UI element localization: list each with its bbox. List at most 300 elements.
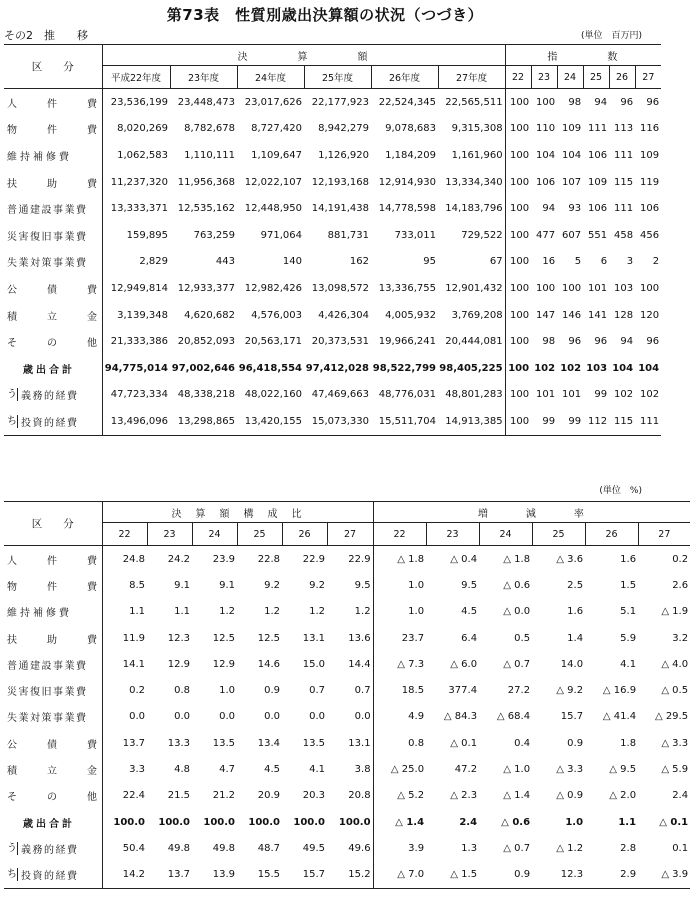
value-cell: 551 xyxy=(587,229,608,241)
value-cell: 11,237,320 xyxy=(110,176,168,188)
year-header: 25年度 xyxy=(304,66,371,89)
header-category: 区 分 xyxy=(4,502,102,546)
value-cell: △ 41.4 xyxy=(602,711,637,723)
value-cell: 98,522,799 xyxy=(372,362,436,374)
value-cell: △ 0.5 xyxy=(661,685,689,697)
value-cell: 103 xyxy=(586,362,608,374)
value-cell: 733,011 xyxy=(394,229,436,241)
value-cell: 456 xyxy=(640,229,660,241)
value-cell: 23,017,626 xyxy=(244,96,302,108)
value-cell: △ 68.4 xyxy=(496,711,531,723)
value-cell: 120 xyxy=(640,309,660,321)
header-change-rate: 増 減 率 xyxy=(373,502,690,523)
value-cell: 99 xyxy=(531,408,557,435)
value-cell: 0.8 xyxy=(174,685,190,697)
table-row xyxy=(4,809,690,835)
value-cell: △ 1.8 xyxy=(397,553,425,565)
value-cell: 109 xyxy=(587,176,608,188)
value-cell: 100.0 xyxy=(113,816,145,828)
value-cell: 102 xyxy=(613,389,634,401)
value-cell: △ 25.0 xyxy=(390,764,425,776)
row-label xyxy=(4,408,102,435)
row-label xyxy=(4,756,102,782)
value-cell: 20,563,171 xyxy=(244,336,302,348)
value-cell: 4.7 xyxy=(219,764,235,776)
value-cell: 111 xyxy=(587,123,608,135)
value-cell: △ 1.9 xyxy=(661,606,689,618)
value-cell: 49.5 xyxy=(302,842,325,854)
table-row xyxy=(4,835,690,861)
value-cell: 763,259 xyxy=(193,229,235,241)
row-label xyxy=(4,572,102,598)
value-cell: 4,620,682 xyxy=(184,309,235,321)
year-header: 26 xyxy=(585,523,638,546)
value-cell: 0.0 xyxy=(219,711,235,723)
value-cell: 443 xyxy=(215,256,235,268)
row-label-text: 公 債 費 xyxy=(7,739,97,751)
value-cell: 2.5 xyxy=(567,579,584,591)
value-cell: 477 xyxy=(535,229,556,241)
year-header: 25 xyxy=(583,66,609,89)
settlement-amount-table xyxy=(4,44,661,436)
value-cell: 12,193,168 xyxy=(311,176,369,188)
value-cell: 0.9 xyxy=(567,737,584,749)
value-cell: 2.4 xyxy=(672,790,689,802)
value-cell: 100.0 xyxy=(327,809,373,835)
year-header: 24 xyxy=(479,523,532,546)
year-header: 27 xyxy=(638,523,690,546)
value-cell: 101 xyxy=(535,389,556,401)
row-label-text: 歳出合計 xyxy=(23,364,75,376)
value-cell: 15,511,704 xyxy=(371,408,438,435)
value-cell: 47.2 xyxy=(454,764,478,776)
value-cell: 23,536,199 xyxy=(110,96,168,108)
value-cell: 9.5 xyxy=(461,579,478,591)
row-label-text: そ の 他 xyxy=(7,338,97,350)
value-cell: △ 1.8 xyxy=(503,553,531,565)
value-cell: 1.1 xyxy=(129,606,145,618)
value-cell: 0.0 xyxy=(264,711,280,723)
value-cell: 48,776,031 xyxy=(378,389,436,401)
table-row xyxy=(4,730,690,756)
value-cell: 5.1 xyxy=(620,606,637,618)
value-cell: 3.9 xyxy=(408,842,425,854)
row-label xyxy=(4,142,102,169)
value-cell: 111 xyxy=(635,408,661,435)
value-cell: △ 0.1 xyxy=(450,737,478,749)
year-header: 22 xyxy=(102,523,147,546)
row-label-text: 災害復旧事業費 xyxy=(7,687,88,699)
value-cell: 4.1 xyxy=(620,658,637,670)
value-cell: △ 16.9 xyxy=(602,685,637,697)
value-cell: 971,064 xyxy=(260,229,302,241)
value-cell: 20,852,093 xyxy=(177,336,235,348)
table-row xyxy=(4,408,661,435)
value-cell: 47,723,334 xyxy=(110,389,168,401)
value-cell: 100 xyxy=(535,282,556,294)
value-cell: 12.9 xyxy=(212,658,235,670)
value-cell: 13,098,572 xyxy=(311,282,369,294)
value-cell: 147 xyxy=(535,309,556,321)
value-cell: 4,005,932 xyxy=(385,309,436,321)
value-cell: 93 xyxy=(568,203,582,215)
value-cell: 1.2 xyxy=(327,599,373,625)
value-cell: 4,576,003 xyxy=(251,309,302,321)
value-cell: 12,933,377 xyxy=(177,282,235,294)
value-cell: 1.6 xyxy=(620,553,637,565)
value-cell: 1,161,960 xyxy=(438,142,505,169)
value-cell: 99 xyxy=(557,408,583,435)
value-cell: 6 xyxy=(600,256,608,268)
value-cell: 14.1 xyxy=(122,658,145,670)
value-cell: 23,448,473 xyxy=(177,96,235,108)
value-cell: 3,769,208 xyxy=(438,302,505,329)
value-cell: 2.4 xyxy=(459,816,478,828)
value-cell: 15.0 xyxy=(302,658,325,670)
value-cell: 115 xyxy=(613,176,634,188)
value-cell: 106 xyxy=(587,203,608,215)
value-cell: 4.5 xyxy=(264,764,280,776)
value-cell: 9,315,308 xyxy=(438,116,505,143)
row-label-text: 扶 助 費 xyxy=(7,634,97,646)
row-label xyxy=(4,783,102,809)
value-cell: 102 xyxy=(560,362,582,374)
value-cell: 5.9 xyxy=(620,632,637,644)
row-label-text: そ の 他 xyxy=(7,792,97,804)
row-label xyxy=(4,195,102,222)
value-cell: 13.7 xyxy=(122,737,145,749)
value-cell: 9,078,683 xyxy=(385,123,436,135)
table-row xyxy=(4,382,661,409)
value-cell: 12.3 xyxy=(532,862,585,889)
row-label-text: 普通建設事業費 xyxy=(7,205,88,217)
value-cell: 12.3 xyxy=(167,632,190,644)
value-cell: 16 xyxy=(542,256,556,268)
value-cell: 146 xyxy=(561,309,582,321)
value-cell: 13.5 xyxy=(302,737,325,749)
row-label-text: 物 件 費 xyxy=(7,581,97,593)
value-cell: △ 7.0 xyxy=(373,862,426,889)
table-row xyxy=(4,249,661,276)
value-cell: △ 5.9 xyxy=(661,764,689,776)
value-cell: 20,444,081 xyxy=(438,328,505,355)
value-cell: △ 1.4 xyxy=(395,816,425,828)
value-cell: 49.6 xyxy=(327,835,373,861)
value-cell: 8.5 xyxy=(129,579,145,591)
value-cell: 100.0 xyxy=(203,816,235,828)
value-cell: 48,022,160 xyxy=(244,389,302,401)
page-title: 第73表 性質別歳出決算額の状況（つづき） xyxy=(166,6,484,24)
value-cell: 9.1 xyxy=(219,579,235,591)
value-cell: 95 xyxy=(423,256,436,268)
value-cell: 101 xyxy=(561,389,582,401)
section-subtitle: その2 推 移 xyxy=(4,29,88,42)
value-cell: 22,177,923 xyxy=(311,96,369,108)
value-cell: 23.9 xyxy=(212,553,235,565)
value-cell: 14,183,796 xyxy=(438,195,505,222)
value-cell: 0.0 xyxy=(129,711,145,723)
value-cell: 458 xyxy=(613,229,634,241)
value-cell: 1.0 xyxy=(408,579,425,591)
value-cell: △ 0.1 xyxy=(659,816,689,828)
value-cell: 13.9 xyxy=(192,862,237,889)
value-cell: 20.9 xyxy=(257,790,280,802)
value-cell: 13.6 xyxy=(327,625,373,651)
value-cell: 128 xyxy=(613,309,634,321)
table-row xyxy=(4,328,661,355)
value-cell: △ 0.7 xyxy=(503,658,531,670)
value-cell: 97,412,028 xyxy=(305,362,369,374)
value-cell: 1.2 xyxy=(309,606,325,618)
row-label-text: 災害復旧事業費 xyxy=(7,231,88,243)
header-composition-ratio: 決 算 額 構 成 比 xyxy=(102,502,373,523)
value-cell: 13,298,865 xyxy=(170,408,237,435)
value-cell: 101 xyxy=(587,282,608,294)
value-cell: 12.9 xyxy=(167,658,190,670)
value-cell: △ 0.0 xyxy=(503,606,531,618)
value-cell: 100 xyxy=(509,389,530,401)
value-cell: 107 xyxy=(561,176,582,188)
row-label-text: 物 件 費 xyxy=(7,125,97,137)
row-label xyxy=(4,862,102,889)
value-cell: 111 xyxy=(613,149,634,161)
value-cell: 12,901,432 xyxy=(438,275,505,302)
value-cell: 12,982,426 xyxy=(244,282,302,294)
value-cell: 49.8 xyxy=(212,842,235,854)
value-cell: 22,524,345 xyxy=(378,96,436,108)
value-cell: 4.8 xyxy=(174,764,190,776)
row-label-text: 義務的経費 xyxy=(21,844,79,856)
table-row xyxy=(4,625,690,651)
value-cell: 15.7 xyxy=(560,711,584,723)
value-cell: 100.0 xyxy=(248,816,280,828)
value-cell: 1,109,647 xyxy=(251,149,302,161)
value-cell: 67 xyxy=(438,249,505,276)
value-cell: △ 5.2 xyxy=(397,790,425,802)
table-row xyxy=(4,599,690,625)
value-cell: 3,139,348 xyxy=(117,309,168,321)
value-cell: 4.5 xyxy=(461,606,478,618)
value-cell: 109 xyxy=(561,123,582,135)
value-cell: 2 xyxy=(652,256,660,268)
row-label-text: 人 件 費 xyxy=(7,555,97,567)
table-row xyxy=(4,195,661,222)
value-cell: 106 xyxy=(587,149,608,161)
header-category: 区 分 xyxy=(4,45,102,89)
row-label-text: 失業対策事業費 xyxy=(7,713,88,725)
value-cell: 159,895 xyxy=(126,229,168,241)
value-cell: △ 1.0 xyxy=(503,764,531,776)
value-cell: △ 84.3 xyxy=(443,711,478,723)
value-cell: 113 xyxy=(613,123,634,135)
row-label xyxy=(4,382,102,409)
value-cell: 0.9 xyxy=(264,685,280,697)
value-cell: 48.7 xyxy=(257,842,280,854)
value-cell: 13,420,155 xyxy=(237,408,304,435)
value-cell: 1.3 xyxy=(461,842,478,854)
row-label xyxy=(4,355,102,382)
value-cell: 94 xyxy=(594,96,608,108)
row-label-text: 歳出合計 xyxy=(23,818,75,830)
value-cell: 0.7 xyxy=(327,677,373,703)
year-header: 26 xyxy=(609,66,635,89)
value-cell: 99 xyxy=(594,389,608,401)
value-cell: 106 xyxy=(535,176,556,188)
value-cell: 96 xyxy=(594,336,608,348)
row-label xyxy=(4,302,102,329)
value-cell: 18.5 xyxy=(401,685,425,697)
value-cell: 106 xyxy=(640,203,660,215)
value-cell: 3.2 xyxy=(672,632,689,644)
value-cell: 104 xyxy=(638,362,660,374)
value-cell: 100 xyxy=(509,96,530,108)
value-cell: 98,405,225 xyxy=(438,355,505,382)
value-cell: 12.5 xyxy=(212,632,235,644)
value-cell: 22,565,511 xyxy=(438,89,505,116)
year-header: 24年度 xyxy=(237,66,304,89)
value-cell: △ 29.5 xyxy=(654,711,689,723)
value-cell: 94 xyxy=(620,336,634,348)
value-cell: 20.3 xyxy=(302,790,325,802)
value-cell: 100.0 xyxy=(293,816,325,828)
composition-ratio-table xyxy=(4,501,690,889)
table-row xyxy=(4,142,661,169)
value-cell: 47,469,663 xyxy=(311,389,369,401)
value-cell: 1,184,209 xyxy=(385,149,436,161)
value-cell: 0.0 xyxy=(309,711,325,723)
year-header: 27年度 xyxy=(438,66,505,89)
value-cell: 15.5 xyxy=(237,862,282,889)
value-cell: 0.9 xyxy=(479,862,532,889)
table-row xyxy=(4,116,661,143)
value-cell: 22.9 xyxy=(302,553,325,565)
value-cell: 104 xyxy=(561,149,582,161)
table-row xyxy=(4,677,690,703)
value-cell: 100 xyxy=(509,149,530,161)
table-row xyxy=(4,756,690,782)
value-cell: 0.7 xyxy=(309,685,325,697)
value-cell: 100 xyxy=(640,282,660,294)
value-cell: 2,829 xyxy=(139,256,168,268)
value-cell: 729,522 xyxy=(438,222,505,249)
value-cell: 14.4 xyxy=(327,651,373,677)
value-cell: 22.4 xyxy=(122,790,145,802)
value-cell: 21.2 xyxy=(212,790,235,802)
value-cell: 12,448,950 xyxy=(244,203,302,215)
unit-label-bottom: (単位 %) xyxy=(599,486,642,496)
row-label-text: 投資的経費 xyxy=(21,871,79,883)
row-label-text: 公 債 費 xyxy=(7,284,97,296)
row-label xyxy=(4,546,102,573)
value-cell: 104 xyxy=(535,149,556,161)
value-cell: 115 xyxy=(609,408,635,435)
value-cell: 377.4 xyxy=(448,685,478,697)
value-cell: 111 xyxy=(613,203,634,215)
row-label-text: 積 立 金 xyxy=(7,766,97,778)
value-cell: 94 xyxy=(542,203,556,215)
row-label xyxy=(4,116,102,143)
value-cell: △ 6.0 xyxy=(450,658,478,670)
value-cell: 100 xyxy=(509,256,530,268)
value-cell: 96 xyxy=(646,336,660,348)
table-row xyxy=(4,222,661,249)
value-cell: 98 xyxy=(568,96,582,108)
row-label-text: 失業対策事業費 xyxy=(7,258,88,270)
value-cell: 8,020,269 xyxy=(117,123,168,135)
value-cell: △ 2.3 xyxy=(450,790,478,802)
value-cell: 100 xyxy=(509,176,530,188)
value-cell: 15.2 xyxy=(327,862,373,889)
value-cell: 100 xyxy=(509,203,530,215)
value-cell: 162 xyxy=(349,256,369,268)
row-label xyxy=(4,651,102,677)
row-label-text: 義務的経費 xyxy=(21,391,79,403)
value-cell: 100 xyxy=(509,282,530,294)
table-row xyxy=(4,651,690,677)
value-cell: 110 xyxy=(535,123,556,135)
year-header: 23 xyxy=(531,66,557,89)
value-cell: 3 xyxy=(626,256,634,268)
row-label xyxy=(4,625,102,651)
value-cell: 100 xyxy=(561,282,582,294)
row-label-text: 扶 助 費 xyxy=(7,178,97,190)
value-cell: 49.8 xyxy=(167,842,190,854)
value-cell: 0.2 xyxy=(129,685,145,697)
uchi-marker: う xyxy=(7,389,17,401)
value-cell: 13,334,340 xyxy=(438,169,505,196)
value-cell: △ 7.3 xyxy=(397,658,425,670)
value-cell: 20,373,531 xyxy=(311,336,369,348)
row-label-text: 積 立 金 xyxy=(7,311,97,323)
value-cell: 9.1 xyxy=(174,579,190,591)
year-header: 25 xyxy=(532,523,585,546)
value-cell: 1.2 xyxy=(264,606,280,618)
value-cell: 100 xyxy=(535,96,556,108)
uchi-marker: ち xyxy=(7,415,17,427)
table-row xyxy=(4,783,690,809)
value-cell: 13,496,096 xyxy=(102,408,170,435)
row-label xyxy=(4,169,102,196)
value-cell: 13.1 xyxy=(302,632,325,644)
uchi-marker: う xyxy=(7,842,17,854)
uchi-marker: ち xyxy=(7,869,17,881)
value-cell: 6.4 xyxy=(461,632,478,644)
header-index: 指 数 xyxy=(505,45,661,66)
value-cell: 50.4 xyxy=(122,842,145,854)
year-header: 25 xyxy=(237,523,282,546)
value-cell: 0.1 xyxy=(672,842,689,854)
value-cell: 2.6 xyxy=(672,579,689,591)
table-row xyxy=(4,355,661,382)
value-cell: 8,942,279 xyxy=(318,123,369,135)
value-cell: 9.5 xyxy=(327,572,373,598)
year-header: 平成22年度 xyxy=(102,66,170,89)
value-cell: 48,801,283 xyxy=(438,382,505,409)
row-label xyxy=(4,835,102,861)
value-cell: 14.0 xyxy=(560,658,584,670)
value-cell: 97,002,646 xyxy=(171,362,235,374)
value-cell: 14.2 xyxy=(102,862,147,889)
value-cell: 9.2 xyxy=(309,579,325,591)
value-cell: 27.2 xyxy=(507,685,531,697)
value-cell: 4,426,304 xyxy=(318,309,369,321)
row-label-text: 人 件 費 xyxy=(7,98,97,110)
year-header: 27 xyxy=(635,66,661,89)
value-cell: 96,418,554 xyxy=(238,362,302,374)
value-cell: 104 xyxy=(612,362,634,374)
value-cell: 1.4 xyxy=(567,632,584,644)
value-cell: 24.2 xyxy=(167,553,190,565)
